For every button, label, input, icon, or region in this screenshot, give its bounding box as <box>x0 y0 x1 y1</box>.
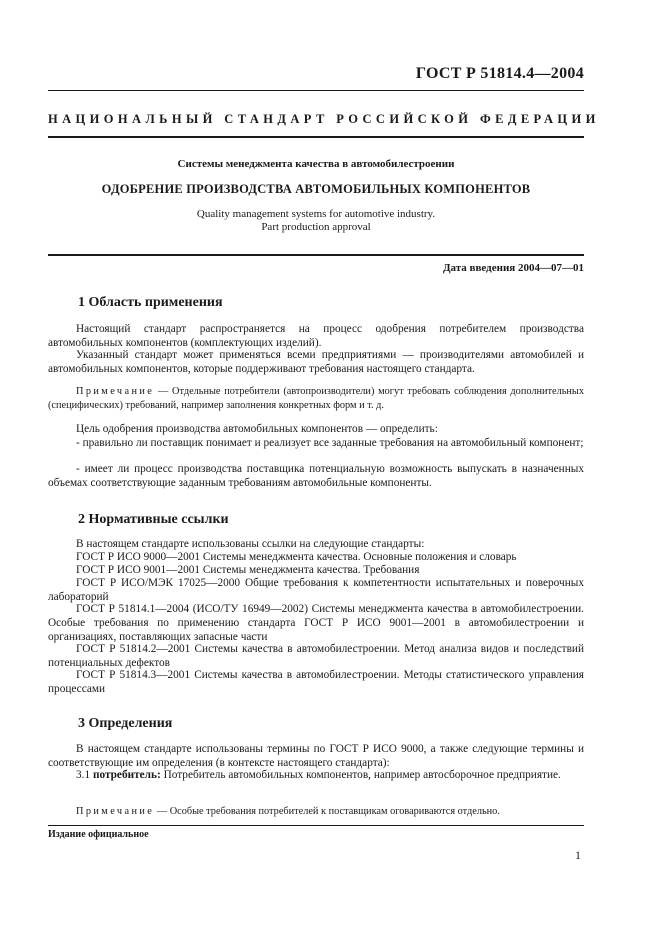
page-number: 1 <box>575 848 581 862</box>
english-title-line-1: Quality management systems for automotive industry. <box>196 208 436 220</box>
section-heading-references: 2 Нормативные ссылки <box>78 512 229 527</box>
note-label: Примечание <box>76 806 155 817</box>
national-standard-heading: НАЦИОНАЛЬНЫЙ СТАНДАРТ РОССИЙСКОЙ ФЕДЕРАЦИИ <box>48 112 600 126</box>
reference-item: ГОСТ Р 51814.2—2001 Системы качества в автомобилестроении. Метод анализа видов и последствий потенциальных дефектов <box>48 643 584 670</box>
definition-number: 3.1 <box>76 769 93 781</box>
english-title-line-2: Part production approval <box>261 221 371 233</box>
note-label: Примечание <box>76 386 155 397</box>
note <box>48 805 584 819</box>
definition <box>48 768 584 782</box>
paragraph: В настоящем стандарте использованы термины по ГОСТ Р ИСО 9000, а также следующие термины и соответствующие им определения (в контексте настоящего стандарта): <box>48 743 584 770</box>
note <box>48 385 584 412</box>
document-number: ГОСТ Р 51814.4—2004 <box>415 65 584 82</box>
paragraph: - правильно ли поставщик понимает и реализует все заданные требования на автомобильный компонент; <box>76 437 584 449</box>
introduction-date: Дата введения 2004—07—01 <box>442 262 584 274</box>
paragraph: Настоящий стандарт распространяется на процесс одобрения потребителем производства автомобильных компонентов (комплектующих изделий). <box>48 323 584 350</box>
definition-text: Потребитель автомобильных компонентов, например автосборочное предприятие. <box>160 769 561 781</box>
standard-subtitle: Системы менеджмента качества в автомобилестроении <box>177 158 455 170</box>
section-heading-scope: 1 Область применения <box>78 295 223 310</box>
paragraph: - имеет ли процесс производства поставщика потенциальную возможность выпускать в назначенных объемах соответствующие заданным требованиям автомобильные компоненты. <box>48 463 584 490</box>
standard-title: ОДОБРЕНИЕ ПРОИЗВОДСТВА АВТОМОБИЛЬНЫХ КОМПОНЕНТОВ <box>101 182 531 196</box>
header-rule <box>48 136 584 138</box>
reference-item: ГОСТ Р ИСО 9001—2001 Системы менеджмента качества. Требования <box>76 564 420 576</box>
note-text: — Отдельные потребители (автопроизводители) могут требовать соблюдения дополнительных (специфических) требований, например заполнения конкретных форм и т. д. <box>48 386 584 411</box>
title-rule <box>48 254 584 256</box>
definition-term: потребитель: <box>92 769 161 781</box>
reference-item: ГОСТ Р 51814.1—2004 (ИСО/ТУ 16949—2002) Системы менеджмента качества в автомобилестроении. Особые требования по применению стандарта ГОСТ Р ИСО 9001—2001 в автомобилестроении и организациях, поставляющих запасные части <box>48 603 584 644</box>
note-text: — Особые требования потребителей к поставщикам оговариваются отдельно. <box>154 806 500 817</box>
section-heading-definitions: 3 Определения <box>78 716 173 731</box>
paragraph: В настоящем стандарте использованы ссылки на следующие стандарты: <box>76 538 425 550</box>
edition-label: Издание официальное <box>48 829 149 840</box>
footer-rule <box>48 825 584 826</box>
top-rule <box>48 90 584 91</box>
reference-item: ГОСТ Р 51814.3—2001 Системы качества в автомобилестроении. Методы статистического управления процессами <box>48 669 584 696</box>
paragraph: Цель одобрения производства автомобильных компонентов — определить: <box>76 423 438 435</box>
reference-item: ГОСТ Р ИСО 9000—2001 Системы менеджмента качества. Основные положения и словарь <box>76 551 517 563</box>
reference-item: ГОСТ Р ИСО/МЭК 17025—2000 Общие требования к компетентности испытательных и поверочных лабораторий <box>48 577 584 604</box>
paragraph: Указанный стандарт может применяться всеми предприятиями — производителями автомобилей и автомобильных компонентов, которые поддерживают требования настоящего стандарта. <box>48 349 584 376</box>
